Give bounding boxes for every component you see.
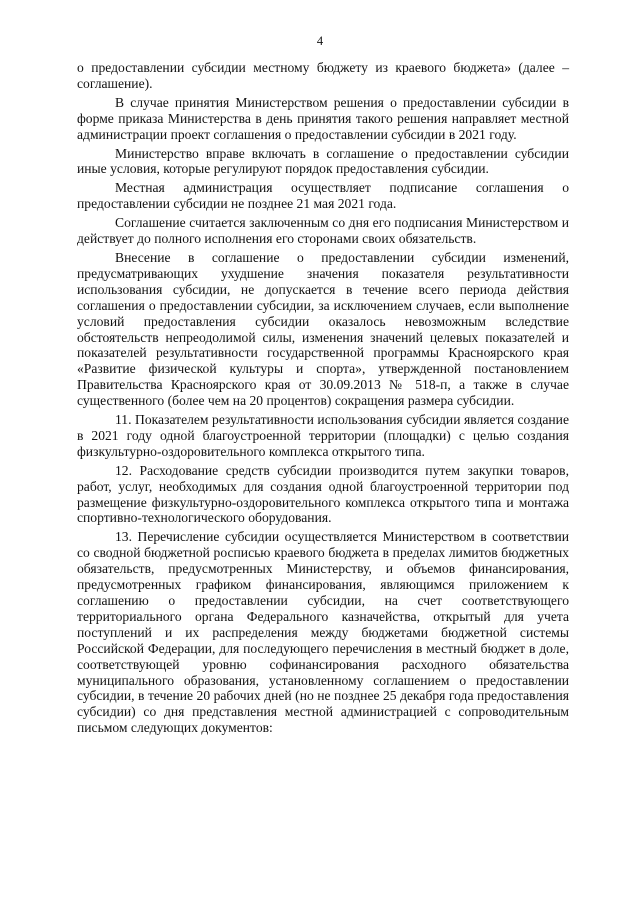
paragraph: Внесение в соглашение о предоставлении субсидии изменений, предусматривающих ухудшение значения показателя результативности использования субсидии, не допускается в течение всего периода действия соглашения о предоставлении субсидии, за исключением случаев, если выполнение условий предоставления субсидии оказалось невозможным вследствие обстоятельств непреодолимой силы, изменения значений целевых показателей и показателей результативности государственной программы Красноярского края «Развитие физической культуры и спорта», утвержденной постановлением Правительства Красноярского края от 30.09.2013 № 518-п, а также в случае существенного (более чем на 20 процентов) сокращения размера субсидии. (77, 249, 569, 409)
paragraph-item-13: 13. Перечисление субсидии осуществляется Министерством в соответствии со сводной бюджетной росписью краевого бюджета в пределах лимитов бюджетных обязательств, предусмотренных Министерству, и объемов финансирования, предусмотренных графиком финансирования, являющимся приложением к соглашению о предоставлении субсидии, на счет соответствующего территориального органа Федерального казначейства, открытый для учета поступлений и их распределения между бюджетами бюджетной системы Российской Федерации, для последующего перечисления в местный бюджет в доле, соответствующей уровню софинансирования расходного обязательства муниципального образования, установленному соглашением о предоставлении субсидии, в течение 20 рабочих дней (но не позднее 25 декабря года предоставления субсидии) со дня представления местной администрацией с сопроводительным письмом следующих документов: (77, 529, 569, 736)
paragraph: В случае принятия Министерством решения о предоставлении субсидии в форме приказа Министерства в день принятия такого решения направляет местной администрации проект соглашения о предоставлении субсидии в 2021 году. (77, 94, 569, 142)
paragraph: Местная администрация осуществляет подписание соглашения о предоставлении субсидии не позднее 21 мая 2021 года. (77, 180, 569, 212)
paragraph: Министерство вправе включать в соглашение о предоставлении субсидии иные условия, которые регулируют порядок предоставления субсидии. (77, 145, 569, 177)
page-number: 4 (316, 34, 324, 48)
paragraph: Соглашение считается заключенным со дня его подписания Министерством и действует до полного исполнения его сторонами своих обязательств. (77, 215, 569, 247)
paragraph-item-11: 11. Показателем результативности использования субсидии является создание в 2021 году одной благоустроенной территории (площадки) с целью создания физкультурно-оздоровительного комплекса открытого типа. (77, 412, 569, 459)
paragraph-continuation: о предоставлении субсидии местному бюджету из краевого бюджета» (далее – соглашение). (77, 60, 569, 91)
paragraph-item-12: 12. Расходование средств субсидии производится путем закупки товаров, работ, услуг, необходимых для создания одной благоустроенной территории под размещение физкультурно-оздоровительного комплекса открытого типа и монтажа спортивно-технологического оборудования. (77, 462, 569, 526)
document-body (77, 60, 569, 739)
